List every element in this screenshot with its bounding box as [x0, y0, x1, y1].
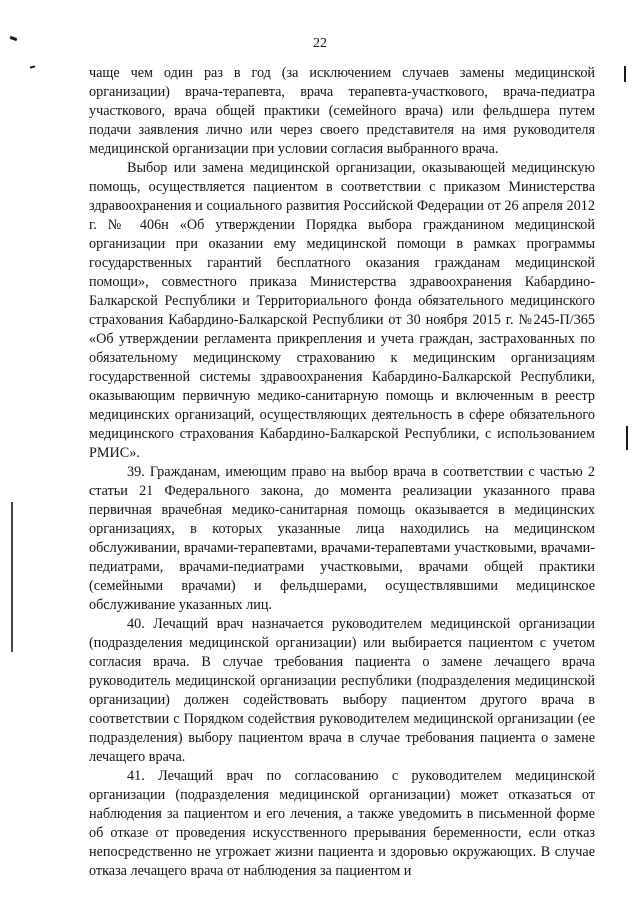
paragraph-choice-of-organization: Выбор или замена медицинской организации, оказывающей медицинскую помощь, осуществляется пациентом в соответствии с приказом Министерства здравоохранения и социального развития Российской Федерации от 26 апреля 2012 г. № 406н «Об утверждении Порядка выбора гражданином медицинской организации при оказании ему медицинской помощи в рамках программы государственных гарантий бесплатного оказания гражданам медицинской помощи», совместного приказа Министерства здравоохранения Кабардино-Балкарской Республики и Территориального фонда обязательного медицинского страхования Кабардино-Балкарской Республики от 30 ноября 2015 г. №245-П/365 «Об утверждении регламента прикрепления и учета граждан, застрахованных по обязательному медицинскому страхованию к медицинским организациям государственной системы здравоохранения Кабардино-Балкарской Республики, оказывающим первичную медико-санитарную помощь и включенным в реестр медицинских организаций, осуществляющих деятельность в сфере обязательного медицинского страхования Кабардино-Балкарской Республики, с использованием РМИС». — [89, 160, 595, 461]
scan-mark-left — [30, 65, 35, 68]
paragraph-40: 40. Лечащий врач назначается руководителем медицинской организации (подразделения медицинской организации) или выбирается пациентом с учетом согласия врача. В случае требования пациента о замене лечащего врача руководитель медицинской организации республики (подразделения медицинской организации) должен содействовать выбору пациентом другого врача в соответствии с Порядком содействия руководителем медицинской организации (ее подразделения) выбору пациентом врача в случае требования пациента о замене лечащего врача. — [89, 616, 595, 765]
scan-mark-right-middle — [626, 426, 628, 450]
scan-mark-left-middle — [11, 502, 13, 652]
paragraph-39: 39. Гражданам, имеющим право на выбор врача в соответствии с частью 2 статьи 21 Федерального закона, до момента реализации указанного права первичная врачебная медико-санитарная помощь оказывается в медицинских организациях, в которых указанные лица находились на медицинском обслуживании, врачами-терапевтами, врачами-терапевтами участковыми, врачами-педиатрами, врачами-педиатрами участковыми, врачами общей практики (семейными врачами) и фельдшерами, осуществлявшими медицинское обслуживание указанных лиц. — [89, 464, 595, 613]
scan-mark-right-top — [624, 66, 626, 82]
page-number: 22 — [313, 36, 327, 51]
document-body — [89, 64, 595, 881]
paragraph-41: 41. Лечащий врач по согласованию с руководителем медицинской организации (подразделения медицинской организации) может отказаться от наблюдения за пациентом и его лечения, а также уведомить в письменной форме об отказе от проведения искусственного прерывания беременности, если отказ непосредственно не угрожает жизни пациента и здоровью окружающих. В случае отказа лечащего врача от наблюдения за пациентом и — [89, 768, 595, 879]
paragraph-continuation: чаще чем один раз в год (за исключением случаев замены медицинской организации) врача-терапевта, врача терапевта-участкового, врача-педиатра участкового, врача общей практики (семейного врача) или фельдшера путем подачи заявления лично или через своего представителя на имя руководителя медицинской организации при условии согласия выбранного врача. — [89, 65, 595, 157]
